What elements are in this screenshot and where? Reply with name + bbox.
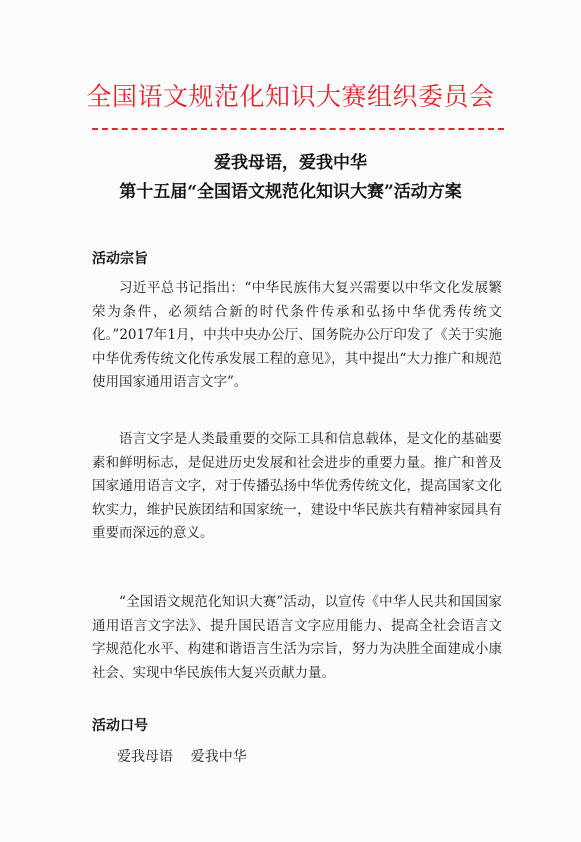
purpose-paragraph-3: “全国语文规范化知识大赛”活动，以宣传《中华人民共和国国家通用语言文字法》、提升国民语言文字应用能力、提高全社会语言文字规范化水平、构建和谐语言生活为宗旨，努力为决胜全面建成小康社会、实现中华民族伟大复兴贡献力量。 [92, 594, 502, 681]
organization-title: 全国语文规范化知识大赛组织委员会 [86, 82, 495, 111]
document-heading-title: 第十五届“全国语文规范化知识大赛”活动方案 [119, 182, 462, 202]
red-divider-rule [92, 128, 504, 130]
purpose-paragraph-1: 习近平总书记指出：“中华民族伟大复兴需要以中华文化发展繁荣为条件，必须结合新的时代条件传承和弘扬中华优秀传统文化。”2017年1月，中共中央办公厅、国务院办公厅印发了《关于实施中华优秀传统文化传承发展工程的意见》，其中提出“大力推广和规范使用国家通用语言文字”。 [92, 280, 502, 390]
section-title-purpose: 活动宗旨 [92, 251, 148, 267]
section-title-slogan: 活动口号 [92, 718, 148, 734]
purpose-paragraph-2: 语言文字是人类最重要的交际工具和信息载体，是文化的基础要素和鲜明标志，是促进历史发展和社会进步的重要力量。推广和普及国家通用语言文字，对于传播弘扬中华优秀传统文化，提高国家文化软实力，维护民族团结和国家统一，建设中华民族共有精神家园具有重要而深远的意义。 [92, 431, 502, 541]
document-heading-slogan: 爱我母语，爱我中华 [214, 153, 367, 173]
activity-slogan: 爱我母语 爱我中华 [117, 749, 247, 765]
